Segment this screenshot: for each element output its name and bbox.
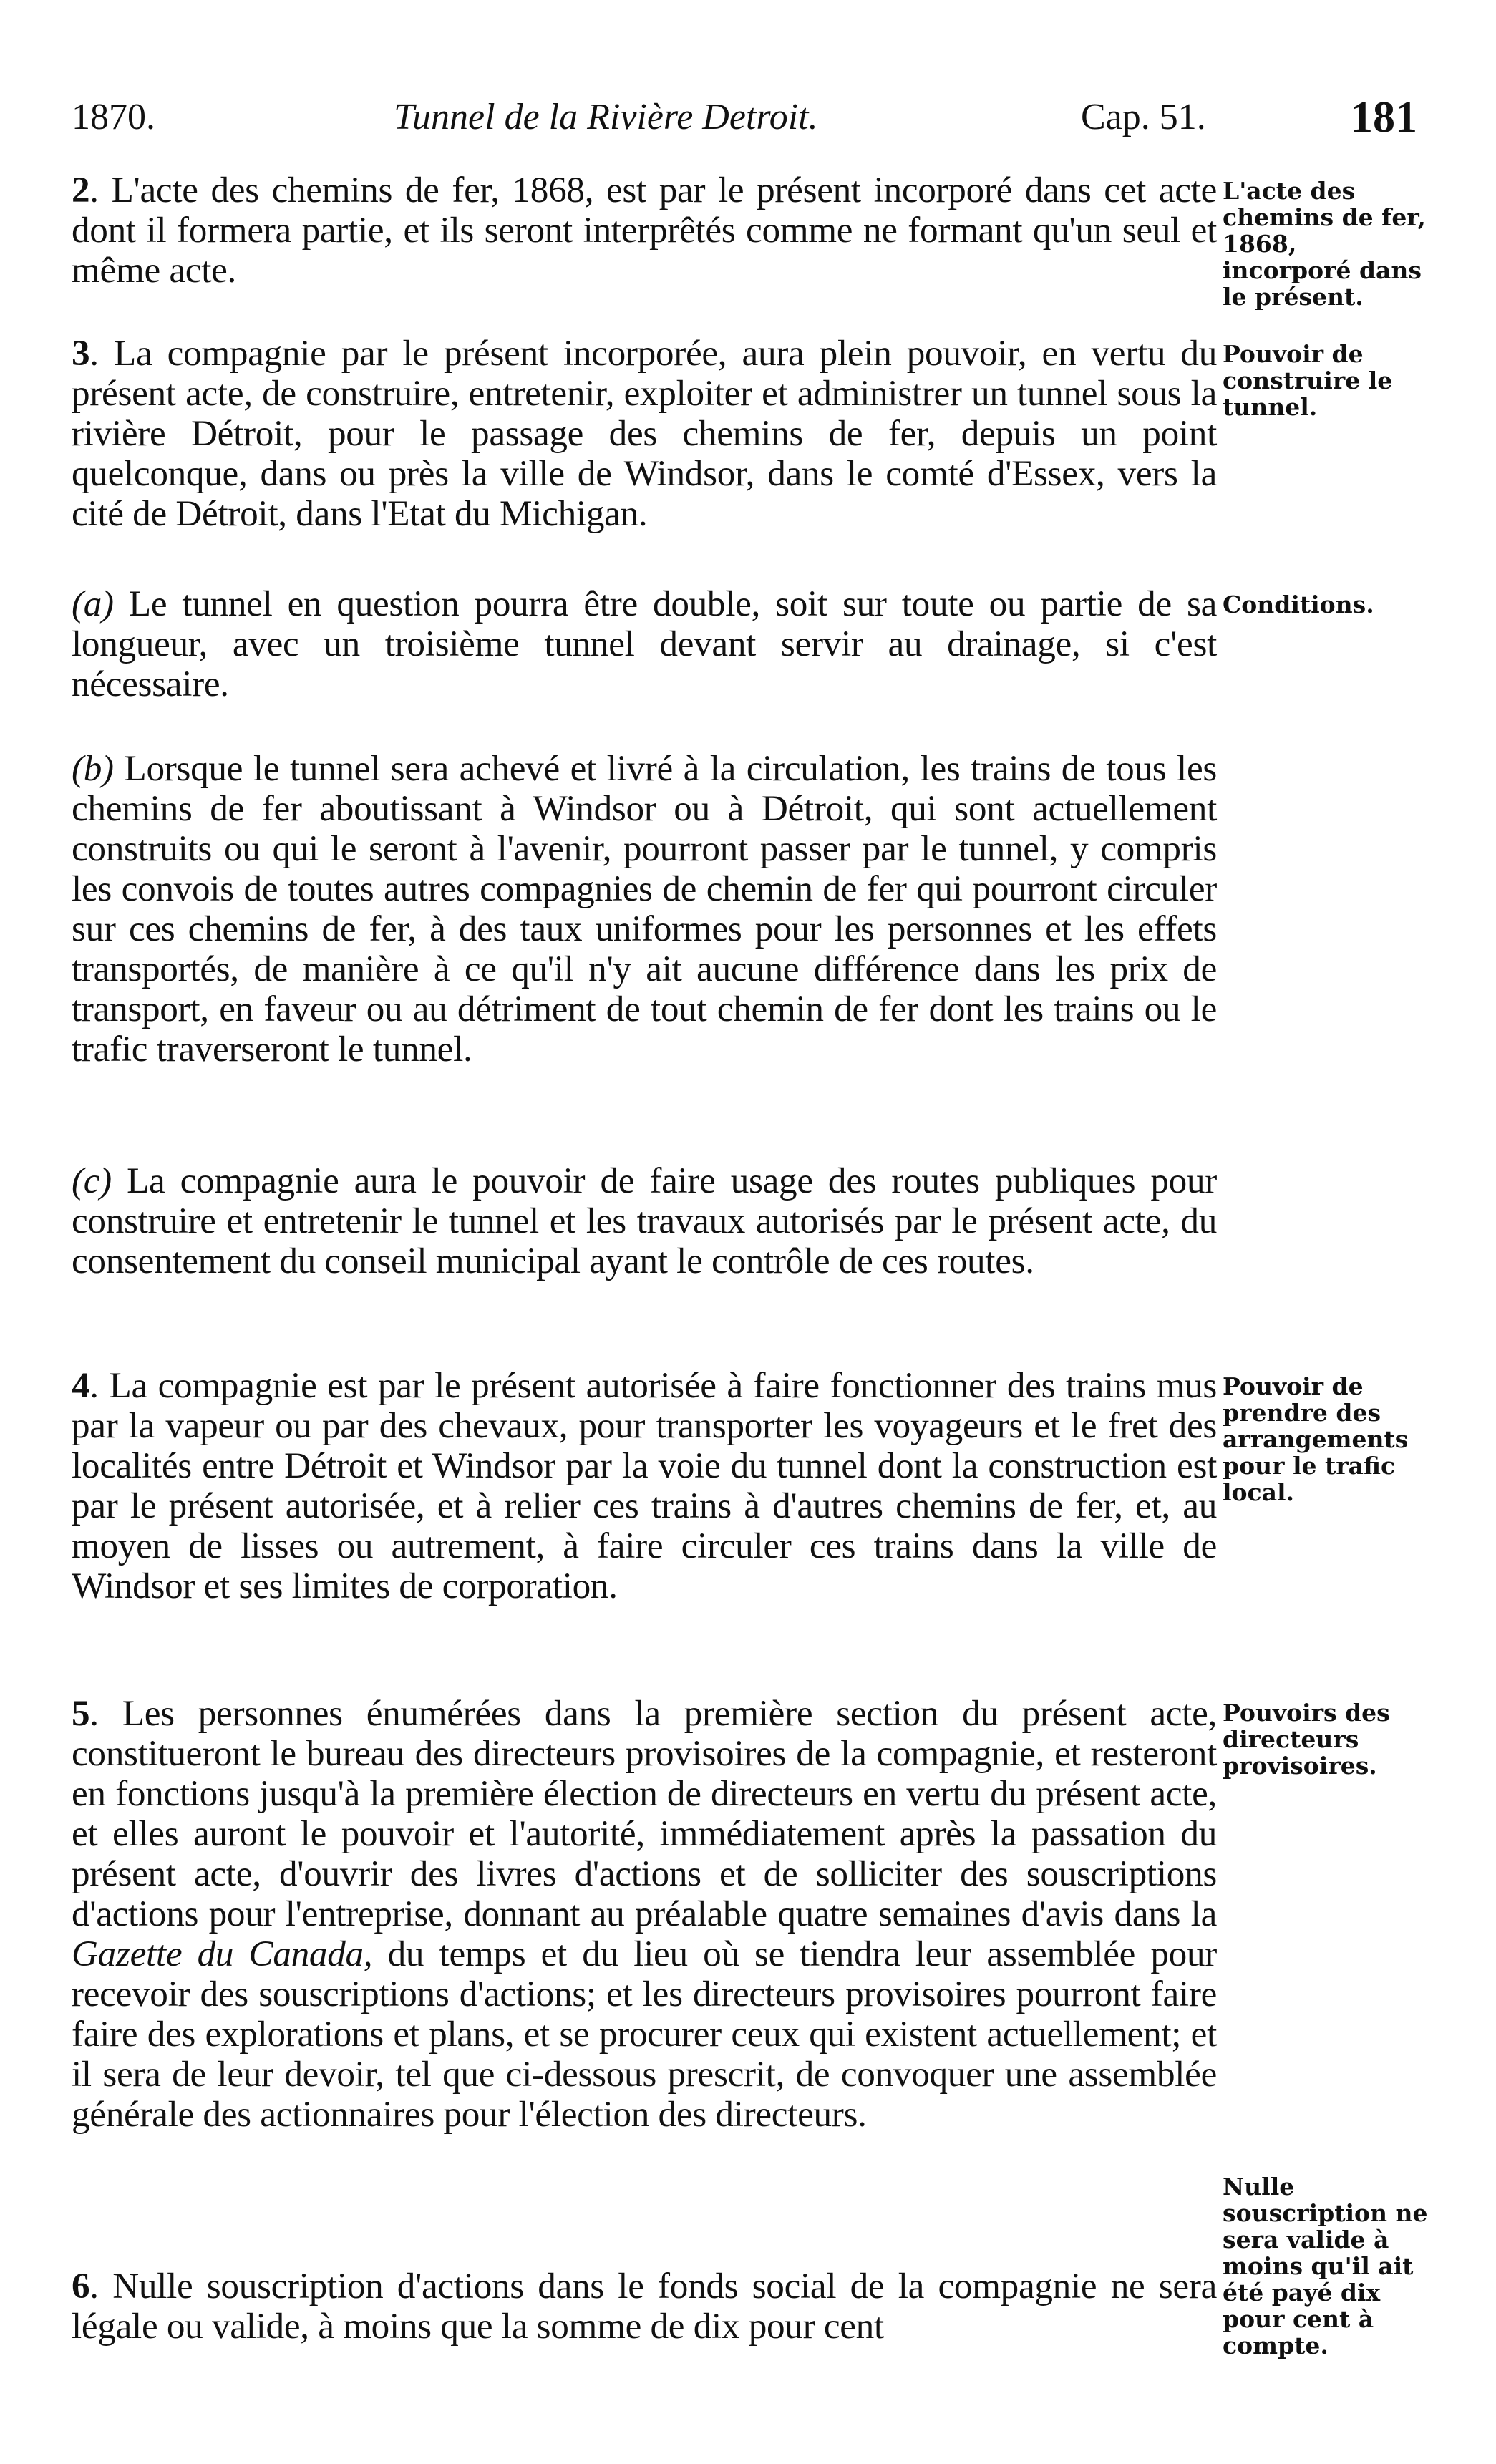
margin-note-1: L'acte des chemins de fer, 1868, incorporé dans le présent. bbox=[1223, 177, 1426, 311]
section-5-paragraph: 5. Les personnes énumérées dans la première section du présent acte, constitueront le bureau des directeurs provisoires de la compagnie, et resteront en fonctions jusqu'à la première élection de directeurs en vertu du présent acte, et elles auront le pouvoir et l'autorité, immédiatement après la passation du présent acte, d'ouvrir des livres d'actions et de solliciter des souscriptions d'actions pour l'entreprise, donnant au préalable quatre semaines d'avis dans la Gazette du Canada, du temps et du lieu où se tiendra leur assemblée pour recevoir des souscriptions d'actions; et les directeurs provisoires pourront faire faire des explorations et plans, et se procurer ceux qui existent actuellement; et il sera de leur devoir, tel que ci-dessous prescrit, de convoquer une assemblée générale des actionnaires pour l'élection des directeurs. bbox=[72, 1693, 1217, 2135]
section-4-paragraph: 4. La compagnie est par le présent autorisée à faire fonctionner des trains mus par la vapeur ou par des chevaux, pour transporter les voyageurs et le fret des localités entre Détroit et Windsor par la voie du tunnel dont la construction est par le présent autorisée, et à relier ces trains à d'autres chemins de fer, et, au moyen de lisses ou autrement, à faire circuler ces trains dans la ville de Windsor et ses limites de corporation. bbox=[72, 1365, 1218, 1606]
section-number: 5 bbox=[72, 1693, 90, 1734]
header-title: Tunnel de la Rivière Detroit. bbox=[394, 97, 818, 137]
subsection-b bbox=[72, 749, 1217, 1069]
header-chapter: Cap. 51. bbox=[1081, 97, 1206, 137]
section-text: Nulle souscription d'actions dans le fonds social de la compagnie ne sera légale ou valide, à moins que la somme de dix pour cent bbox=[72, 2266, 1217, 2347]
section-6 bbox=[72, 2266, 1217, 2347]
subsection-b-paragraph bbox=[72, 749, 1217, 1069]
section-4 bbox=[72, 1366, 1217, 1606]
margin-note-2: Pouvoir de construire le tunnel. bbox=[1223, 340, 1393, 421]
section-text-before: Les personnes énumérées dans la première section du présent acte, constitueront le bureau des directeurs provisoires de la compagnie, et resteront en fonctions jusqu'à la première élection de directeurs en vertu du présent acte, et elles auront le pouvoir et l'autorité, immédiatement après la passation du présent acte, d'ouvrir des livres d'actions et de solliciter des souscriptions d'actions pour l'entreprise, donnant au préalable quatre semaines d'avis dans la bbox=[72, 1693, 1217, 1934]
section-text: La compagnie aura le pouvoir de faire usage des routes publiques pour construire et entretenir le tunnel et les travaux autorisés par le présent acte, du consentement du conseil municipal ayant le contrôle de ces routes. bbox=[72, 1160, 1217, 1281]
section-5 bbox=[72, 1694, 1217, 2135]
subsection-a bbox=[72, 584, 1217, 704]
section-text: L'acte des chemins de fer, 1868, est par le présent incorporé dans cet acte dont il formera partie, et ils seront interprêtés comme ne formant qu'un seul et même acte. bbox=[72, 170, 1217, 291]
subsection-label: (b) bbox=[72, 748, 114, 789]
section-number: 2 bbox=[72, 170, 90, 210]
page-number: 181 bbox=[1351, 93, 1417, 142]
margin-note-4: Pouvoir de prendre des arrangements pour le trafic local. bbox=[1223, 1372, 1409, 1506]
gazette-title: Gazette du Canada, bbox=[72, 1934, 373, 1974]
section-text: La compagnie par le présent incorporée, aura plein pouvoir, en vertu du présent acte, de construire, entretenir, exploiter et administrer un tunnel sous la rivière Détroit, pour le passage des chemins de fer, depuis un point quelconque, dans ou près la ville de Windsor, dans le comté d'Essex, vers la cité de Détroit, dans l'Etat du Michigan. bbox=[72, 333, 1217, 534]
section-text: Le tunnel en question pourra être double, soit sur toute ou partie de sa longueur, avec un troisième tunnel devant servir au drainage, si c'est nécessaire. bbox=[72, 583, 1217, 704]
section-text-after: du temps et du lieu où se tiendra leur assemblée pour recevoir des souscriptions d'actions; et les directeurs provisoires pourront faire faire des explorations et plans, et se procurer ceux qui existent actuellement; et il sera de leur devoir, tel que ci-dessous prescrit, de convoquer une assemblée générale des actionnaires pour l'élection des directeurs. bbox=[72, 1934, 1217, 2135]
section-text: La compagnie est par le présent autorisée à faire fonctionner des trains mus par la vapeur ou par des chevaux, pour transporter les voyageurs et le fret des localités entre Détroit et Windsor par la voie du tunnel dont la construction est par le présent autorisée, et à relier ces trains à d'autres chemins de fer, et, au moyen de lisses ou autrement, à faire circuler ces trains dans la ville de Windsor et ses limites de corporation. bbox=[72, 1365, 1218, 1606]
section-6-paragraph: 6. Nulle souscription d'actions dans le fonds social de la compagnie ne sera légale ou valide, à moins que la somme de dix pour cent bbox=[72, 2266, 1217, 2347]
subsection-label: (a) bbox=[72, 583, 114, 624]
section-number: 3 bbox=[72, 333, 90, 374]
subsection-c bbox=[72, 1161, 1217, 1281]
margin-note-5: Pouvoirs des directeurs provisoires. bbox=[1223, 1699, 1390, 1780]
section-3-paragraph: 3. La compagnie par le présent incorporée, aura plein pouvoir, en vertu du présent acte, de construire, entretenir, exploiter et administrer un tunnel sous la rivière Détroit, pour le passage des chemins de fer, depuis un point quelconque, dans ou près la ville de Windsor, dans le comté d'Essex, vers la cité de Détroit, dans l'Etat du Michigan. bbox=[72, 333, 1217, 534]
page-header bbox=[72, 90, 1417, 145]
subsection-label: (c) bbox=[72, 1160, 112, 1201]
subsection-c-paragraph bbox=[72, 1161, 1217, 1281]
section-number: 4 bbox=[72, 1365, 90, 1406]
section-text: Lorsque le tunnel sera achevé et livré à la circulation, les trains de tous les chemins de fer aboutissant à Windsor ou à Détroit, qui sont actuellement construits ou qui le seront à l'avenir, pourront passer par le tunnel, y compris les convois de toutes autres compagnies de chemin de fer qui pourront circuler sur ces chemins de fer, à des taux uniformes pour les personnes et les effets transportés, de manière à ce qu'il n'y ait aucune différence dans les prix de transport, en faveur ou au détriment de tout chemin de fer dont les trains ou le trafic traverseront le tunnel. bbox=[72, 748, 1217, 1069]
subsection-a-paragraph bbox=[72, 584, 1217, 704]
section-number: 6 bbox=[72, 2266, 90, 2307]
margin-note-3: Conditions. bbox=[1223, 591, 1374, 619]
section-2-paragraph: 2. L'acte des chemins de fer, 1868, est par le présent incorporé dans cet acte dont il formera partie, et ils seront interprêtés comme ne formant qu'un seul et même acte. bbox=[72, 170, 1217, 291]
section-3 bbox=[72, 334, 1217, 534]
section-2 bbox=[72, 170, 1217, 291]
header-year: 1870. bbox=[72, 97, 155, 137]
margin-note-6: Nulle souscription ne sera valide à moins qu'il ait été payé dix pour cent à compte. bbox=[1223, 2173, 1428, 2359]
